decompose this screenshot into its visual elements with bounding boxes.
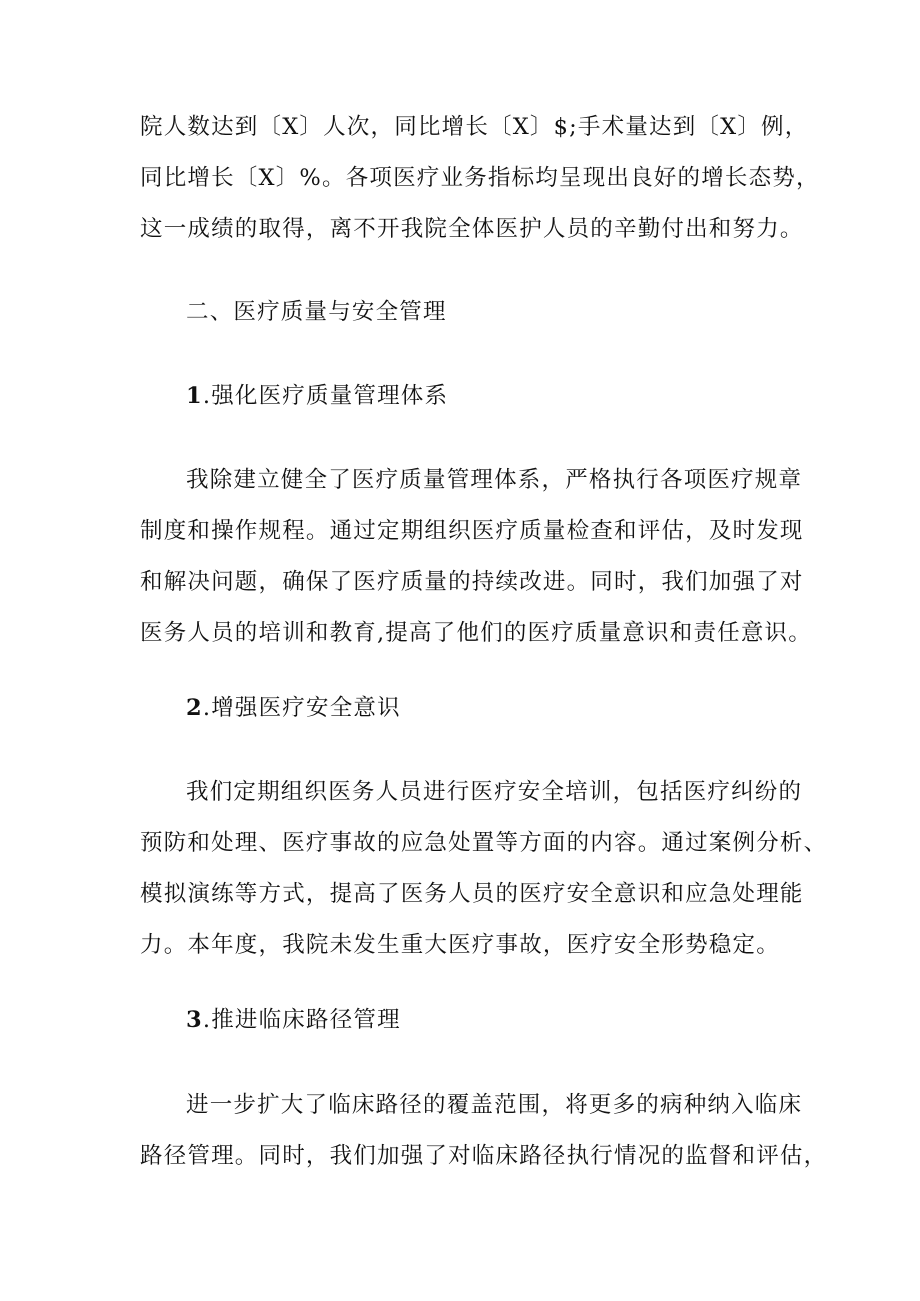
subsection-number: 1 — [186, 383, 203, 409]
intro-paragraph — [140, 102, 820, 255]
paragraph-line: 同比增长〔X〕%。各项医疗业务指标均呈现出良好的增长态势， — [140, 165, 820, 191]
paragraph-line: 医务人员的培训和教育,提高了他们的医疗质量意识和责任意识。 — [140, 620, 812, 646]
paragraph-line: 我们定期组织医务人员进行医疗安全培训，包括医疗纠纷的 — [186, 779, 803, 805]
subsection-number: 2 — [186, 695, 203, 721]
paragraph-line: 我除建立健全了医疗质量管理体系，严格执行各项医疗规章 — [186, 467, 803, 493]
subsection-title: .强化医疗质量管理体系 — [202, 383, 449, 409]
subsection-heading — [140, 1000, 834, 1040]
subsection-paragraph — [140, 767, 828, 971]
section-heading: 二、医疗质量与安全管理 — [186, 299, 447, 325]
paragraph-line: 这一成绩的取得，离不开我院全体医护人员的辛勤付出和努力。 — [140, 216, 804, 242]
paragraph-line: 制度和操作规程。通过定期组织医疗质量检查和评估，及时发现 — [140, 518, 804, 544]
paragraph-line: 进一步扩大了临床路径的覆盖范围，将更多的病种纳入临床 — [186, 1092, 803, 1118]
paragraph-line: 模拟演练等方式，提高了医务人员的医疗安全意识和应急处理能 — [140, 881, 804, 907]
subsection-title: .推进临床路径管理 — [202, 1007, 401, 1033]
paragraph-line: 和解决问题，确保了医疗质量的持续改进。同时，我们加强了对 — [140, 569, 804, 595]
subsection-heading — [140, 376, 834, 416]
subsection-heading — [140, 688, 834, 728]
paragraph-line: 路径管理。同时，我们加强了对临床路径执行情况的监督和评估， — [140, 1143, 828, 1169]
subsection-title: .增强医疗安全意识 — [202, 695, 401, 721]
paragraph-line: 院人数达到〔X〕人次，同比增长〔X〕$;手术量达到〔X〕例， — [140, 114, 809, 140]
subsection-paragraph — [140, 455, 812, 659]
paragraph-line: 预防和处理、医疗事故的应急处置等方面的内容。通过案例分析、 — [140, 830, 828, 856]
subsection-number: 3 — [186, 1007, 203, 1033]
subsection-paragraph — [140, 1080, 828, 1182]
paragraph-line: 力。本年度，我院未发生重大医疗事故，医疗安全形势稳定。 — [140, 932, 780, 958]
